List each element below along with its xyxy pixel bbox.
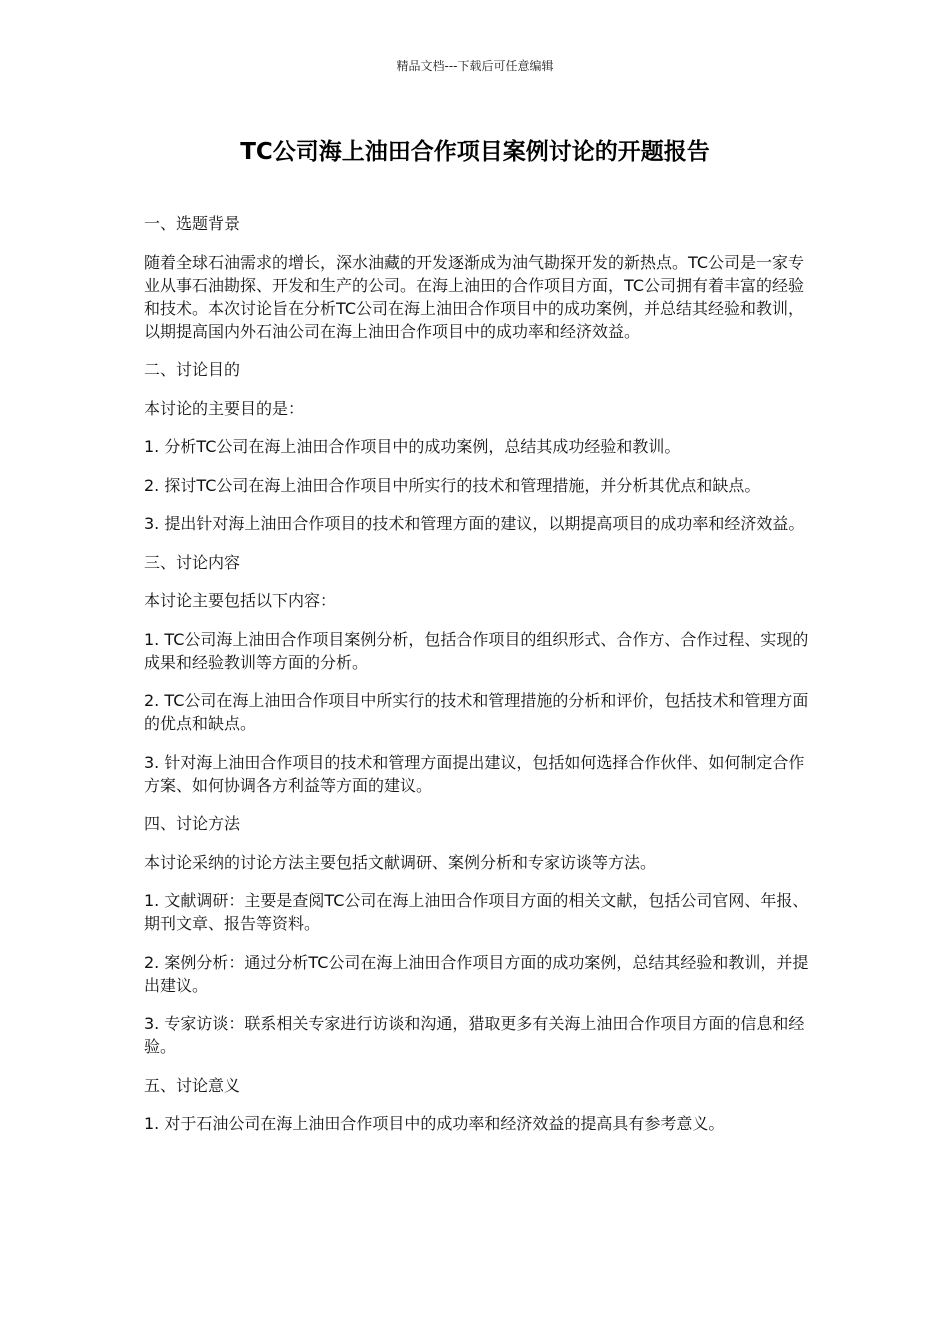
paragraph-background: 随着全球石油需求的增长，深水油藏的开发逐渐成为油气勘探开发的新热点。TC公司是一家专业从事石油勘探、开发和生产的公司。在海上油田的合作项目方面，TC公司拥有着丰富的经验和技术。本次讨论旨在分析TC公司在海上油田合作项目中的成功案例，并总结其经验和教训，以期提高国内外石油公司在海上油田合作项目中的成功率和经济效益。 bbox=[144, 252, 805, 341]
list-item-purpose-3: 3. 提出针对海上油田合作项目的技术和管理方面的建议，以期提高项目的成功率和经济效益。 bbox=[144, 514, 805, 533]
paragraph-method-intro: 本讨论采纳的讨论方法主要包括文献调研、案例分析和专家访谈等方法。 bbox=[144, 852, 657, 872]
list-item-method-3: 3. 专家访谈：联系相关专家进行访谈和沟通，猎取更多有关海上油田合作项目方面的信息和经验。 bbox=[144, 1014, 805, 1056]
list-item-content-3: 3. 针对海上油田合作项目的技术和管理方面提出建议，包括如何选择合作伙伴、如何制定合作方案、如何协调各方利益等方面的建议。 bbox=[144, 752, 805, 795]
list-item-significance-1: 1. 对于石油公司在海上油田合作项目中的成功率和经济效益的提高具有参考意义。 bbox=[144, 1114, 725, 1133]
list-item-purpose-1: 1. 分析TC公司在海上油田合作项目中的成功案例，总结其成功经验和教训。 bbox=[144, 437, 681, 456]
paragraph-content-intro: 本讨论主要包括以下内容： bbox=[144, 591, 337, 610]
header-note: 精品文档---下载后可任意编辑 bbox=[396, 59, 554, 73]
section-heading-significance: 五、讨论意义 bbox=[144, 1075, 241, 1095]
section-heading-content: 三、讨论内容 bbox=[144, 552, 241, 572]
list-item-method-2: 2. 案例分析：通过分析TC公司在海上油田合作项目方面的成功案例，总结其经验和教训，并提出建议。 bbox=[144, 952, 809, 995]
list-item-method-1: 1. 文献调研：主要是查阅TC公司在海上油田合作项目方面的相关文献，包括公司官网、年报、期刊文章、报告等资料。 bbox=[144, 891, 809, 933]
list-item-content-1: 1. TC公司海上油田合作项目案例分析，包括合作项目的组织形式、合作方、合作过程、实现的成果和经验教训等方面的分析。 bbox=[144, 629, 809, 672]
list-item-content-2: 2. TC公司在海上油田合作项目中所实行的技术和管理措施的分析和评价，包括技术和管理方面的优点和缺点。 bbox=[144, 691, 809, 733]
document-body bbox=[144, 212, 809, 1151]
list-item-purpose-2: 2. 探讨TC公司在海上油田合作项目中所实行的技术和管理措施，并分析其优点和缺点。 bbox=[144, 475, 761, 495]
section-heading-method: 四、讨论方法 bbox=[144, 814, 241, 833]
document-title: TC公司海上油田合作项目案例讨论的开题报告 bbox=[240, 139, 710, 165]
section-heading-background: 一、选题背景 bbox=[144, 214, 241, 233]
section-heading-purpose: 二、讨论目的 bbox=[144, 360, 241, 379]
paragraph-purpose-intro: 本讨论的主要目的是： bbox=[144, 398, 305, 418]
